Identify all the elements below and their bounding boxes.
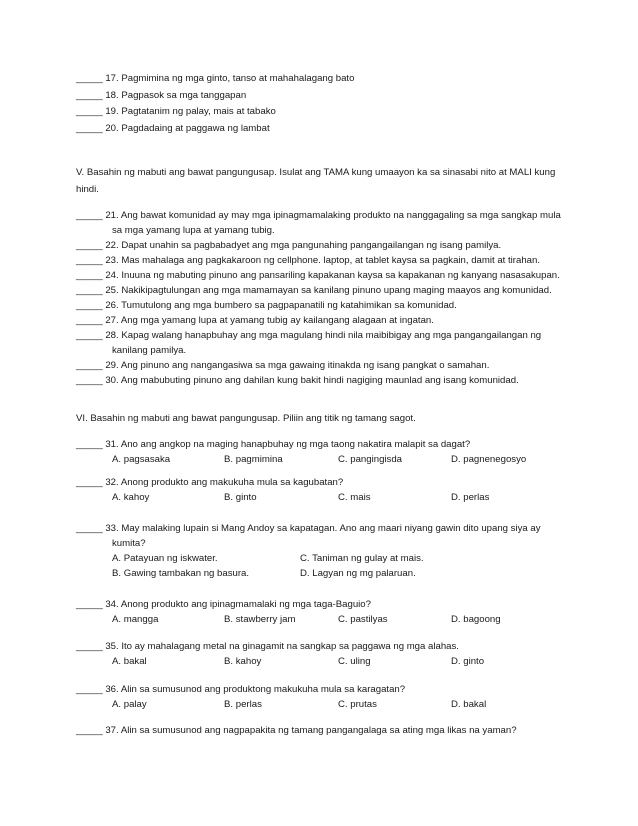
item-27: _____ 27. Ang mga yamang lupa at yamang tubig ay kailangang alagaan at ingatan. [76, 315, 434, 326]
question-34-options [0, 615, 638, 629]
question-34: _____ 34. Anong produkto ang ipinagmamalaki ng mga taga-Baguio? [76, 599, 371, 610]
section-vi-instruction: VI. Basahin ng mabuti ang bawat pangungusap. Piliin ang titik ng tamang sagot. [76, 413, 416, 424]
option-d: D. perlas [451, 492, 490, 503]
item-17: _____ 17. Pagmimina ng mga ginto, tanso at mahahalagang bato [76, 73, 355, 84]
option-b: B. perlas [224, 699, 262, 710]
option-d: D. ginto [451, 656, 485, 667]
question-31-options [0, 455, 638, 469]
question-33-options-row2 [0, 569, 638, 583]
option-a: A. mangga [112, 614, 159, 625]
option-c: C. uling [338, 656, 371, 667]
question-36-options [0, 700, 638, 714]
item-23: _____ 23. Mas mahalaga ang pagkakaroon ng cellphone. laptop, at tablet kaysa sa pagkain, damit at tirahan. [76, 255, 541, 266]
option-c: C. pangingisda [338, 454, 403, 465]
option-b: B. ginto [224, 492, 257, 503]
question-33-options-row1 [0, 554, 638, 568]
question-37: _____ 37. Alin sa sumusunod ang nagpapakita ng tamang pangangalaga sa ating mga likas na yaman? [76, 725, 517, 736]
option-d: D. Lagyan ng mg palaruan. [300, 568, 416, 579]
option-d: D. bakal [451, 699, 487, 710]
section-v-instruction-cont: hindi. [76, 184, 99, 195]
option-a: A. palay [112, 699, 147, 710]
question-31: _____ 31. Ano ang angkop na maging hanapbuhay ng mga taong nakatira malapit sa dagat? [76, 439, 471, 450]
question-33-cont: kumita? [112, 538, 146, 549]
option-a: A. bakal [112, 656, 147, 667]
question-32-options [0, 493, 638, 507]
option-a: A. Patayuan ng iskwater. [112, 553, 218, 564]
item-21-cont: sa mga yamang lupa at yamang tubig. [112, 225, 275, 236]
item-22: _____ 22. Dapat unahin sa pagbabadyet ang mga pangunahing pangangailangan ng isang pamilya. [76, 240, 502, 251]
question-33: _____ 33. May malaking lupain si Mang Andoy sa kapatagan. Ano ang maari niyang gawin dito upang siya ay [76, 523, 541, 534]
option-c: C. pastilyas [338, 614, 388, 625]
item-18: _____ 18. Pagpasok sa mga tanggapan [76, 90, 247, 101]
option-a: A. pagsasaka [112, 454, 171, 465]
option-d: D. pagnenegosyo [451, 454, 527, 465]
option-c: C. Taniman ng gulay at mais. [300, 553, 424, 564]
item-19: _____ 19. Pagtatanim ng palay, mais at tabako [76, 106, 276, 117]
option-b: B. kahoy [224, 656, 262, 667]
question-32: _____ 32. Anong produkto ang makukuha mula sa kagubatan? [76, 477, 344, 488]
section-v-instruction: V. Basahin ng mabuti ang bawat pangungusap. Isulat ang TAMA kung umaayon ka sa sinasabi nito at MALI kung [76, 167, 556, 178]
item-26: _____ 26. Tumutulong ang mga bumbero sa pagpapanatili ng katahimikan sa komunidad. [76, 300, 457, 311]
option-a: A. kahoy [112, 492, 150, 503]
item-30: _____ 30. Ang mabubuting pinuno ang dahilan kung bakit hindi nagiging maunlad ang isang komunidad. [76, 375, 519, 386]
option-d: D. bagoong [451, 614, 501, 625]
item-29: _____ 29. Ang pinuno ang nangangasiwa sa mga gawaing itinakda ng isang pangkat o samahan. [76, 360, 490, 371]
item-24: _____ 24. Inuuna ng mabuting pinuno ang pansariling kapakanan kaysa sa kapakanan ng kanyang nasasakupan. [76, 270, 560, 281]
option-c: C. mais [338, 492, 371, 503]
option-b: B. pagmimina [224, 454, 283, 465]
option-b: B. Gawing tambakan ng basura. [112, 568, 250, 579]
question-36: _____ 36. Alin sa sumusunod ang produktong makukuha mula sa karagatan? [76, 684, 406, 695]
item-28-cont: kanilang pamilya. [112, 345, 187, 356]
item-21: _____ 21. Ang bawat komunidad ay may mga ipinagmamalaking produkto na nanggagaling sa mga sangkap mula [76, 210, 561, 221]
item-28: _____ 28. Kapag walang hanapbuhay ang mga magulang hindi nila maibibigay ang mga pangangailangan ng [76, 330, 542, 341]
option-b: B. stawberry jam [224, 614, 296, 625]
question-35: _____ 35. Ito ay mahalagang metal na ginagamit na sangkap sa paggawa ng mga alahas. [76, 641, 459, 652]
question-35-options [0, 657, 638, 671]
option-c: C. prutas [338, 699, 377, 710]
item-25: _____ 25. Nakikipagtulungan ang mga mamamayan sa kanilang pinuno upang maging maayos ang komunidad. [76, 285, 552, 296]
item-20: _____ 20. Pagdadaing at paggawa ng lambat [76, 123, 270, 134]
